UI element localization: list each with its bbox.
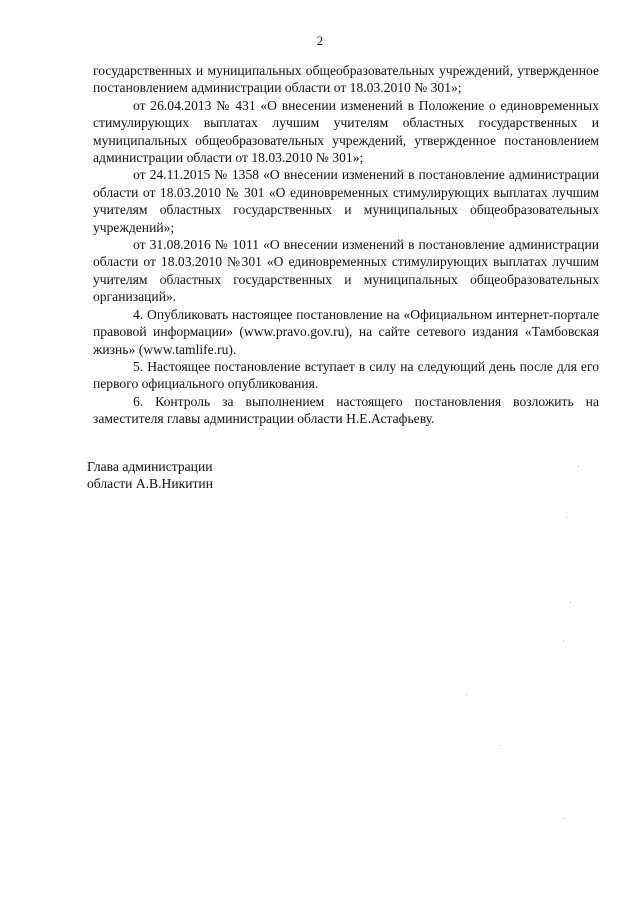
paragraph-item-5-effective: 5. Настоящее постановление вступает в силу на следующий день после для его первого официального опубликования. xyxy=(93,358,599,392)
scan-speck xyxy=(466,694,467,695)
signature-name: области А.В.Никитин xyxy=(87,476,213,491)
paragraph-continuation: государственных и муниципальных общеобразовательных учреждений, утвержденное постановлением администрации области от 18.03.2010 № 301»; xyxy=(93,63,599,96)
scan-speck xyxy=(578,466,579,467)
paragraph-amendment-2016: от 31.08.2016 № 1011 «О внесении изменений в постановление администрации области от 18.03.2010 №301 «О единовременных стимулирующих выплатах лучшим учителям областных государственных и муниципальных общеобразовательных организаций». xyxy=(93,237,599,305)
scan-speck xyxy=(563,818,564,819)
paragraph-amendment-2015: от 24.11.2015 № 1358 «О внесении изменений в постановление администрации области от 18.03.2010 № 301 «О единовременных стимулирующих выплатах лучшим учителям областных государственных и муниципальных общеобразовательных учреждений»; xyxy=(93,167,599,235)
scan-speck xyxy=(563,640,564,641)
page-number: 2 xyxy=(316,33,324,48)
scan-speck xyxy=(566,517,567,518)
signature-title: Глава администрации xyxy=(87,459,213,474)
document-body xyxy=(93,62,599,428)
paragraph-item-4-publish: 4. Опубликовать настоящее постановление на «Официальном интернет-портале правовой информации» (www.pravo.gov.ru), на сайте сетевого издания «Тамбовская жизнь» (www.tamlife.ru). xyxy=(93,306,599,357)
scan-speck xyxy=(500,745,501,746)
scan-speck xyxy=(570,602,571,603)
paragraph-amendment-2013: от 26.04.2013 № 431 «О внесении изменений в Положение о единовременных стимулирующих выплатах лучшим учителям областных государственных и муниципальных общеобразовательных учреждений, утвержденное постановлением администрации области от 18.03.2010 № 301»; xyxy=(93,97,599,166)
paragraph-item-6-control: 6. Контроль за выполнением настоящего постановления возложить на заместителя главы администрации области Н.Е.Астафьеву. xyxy=(93,393,599,427)
signature-block xyxy=(87,458,213,492)
